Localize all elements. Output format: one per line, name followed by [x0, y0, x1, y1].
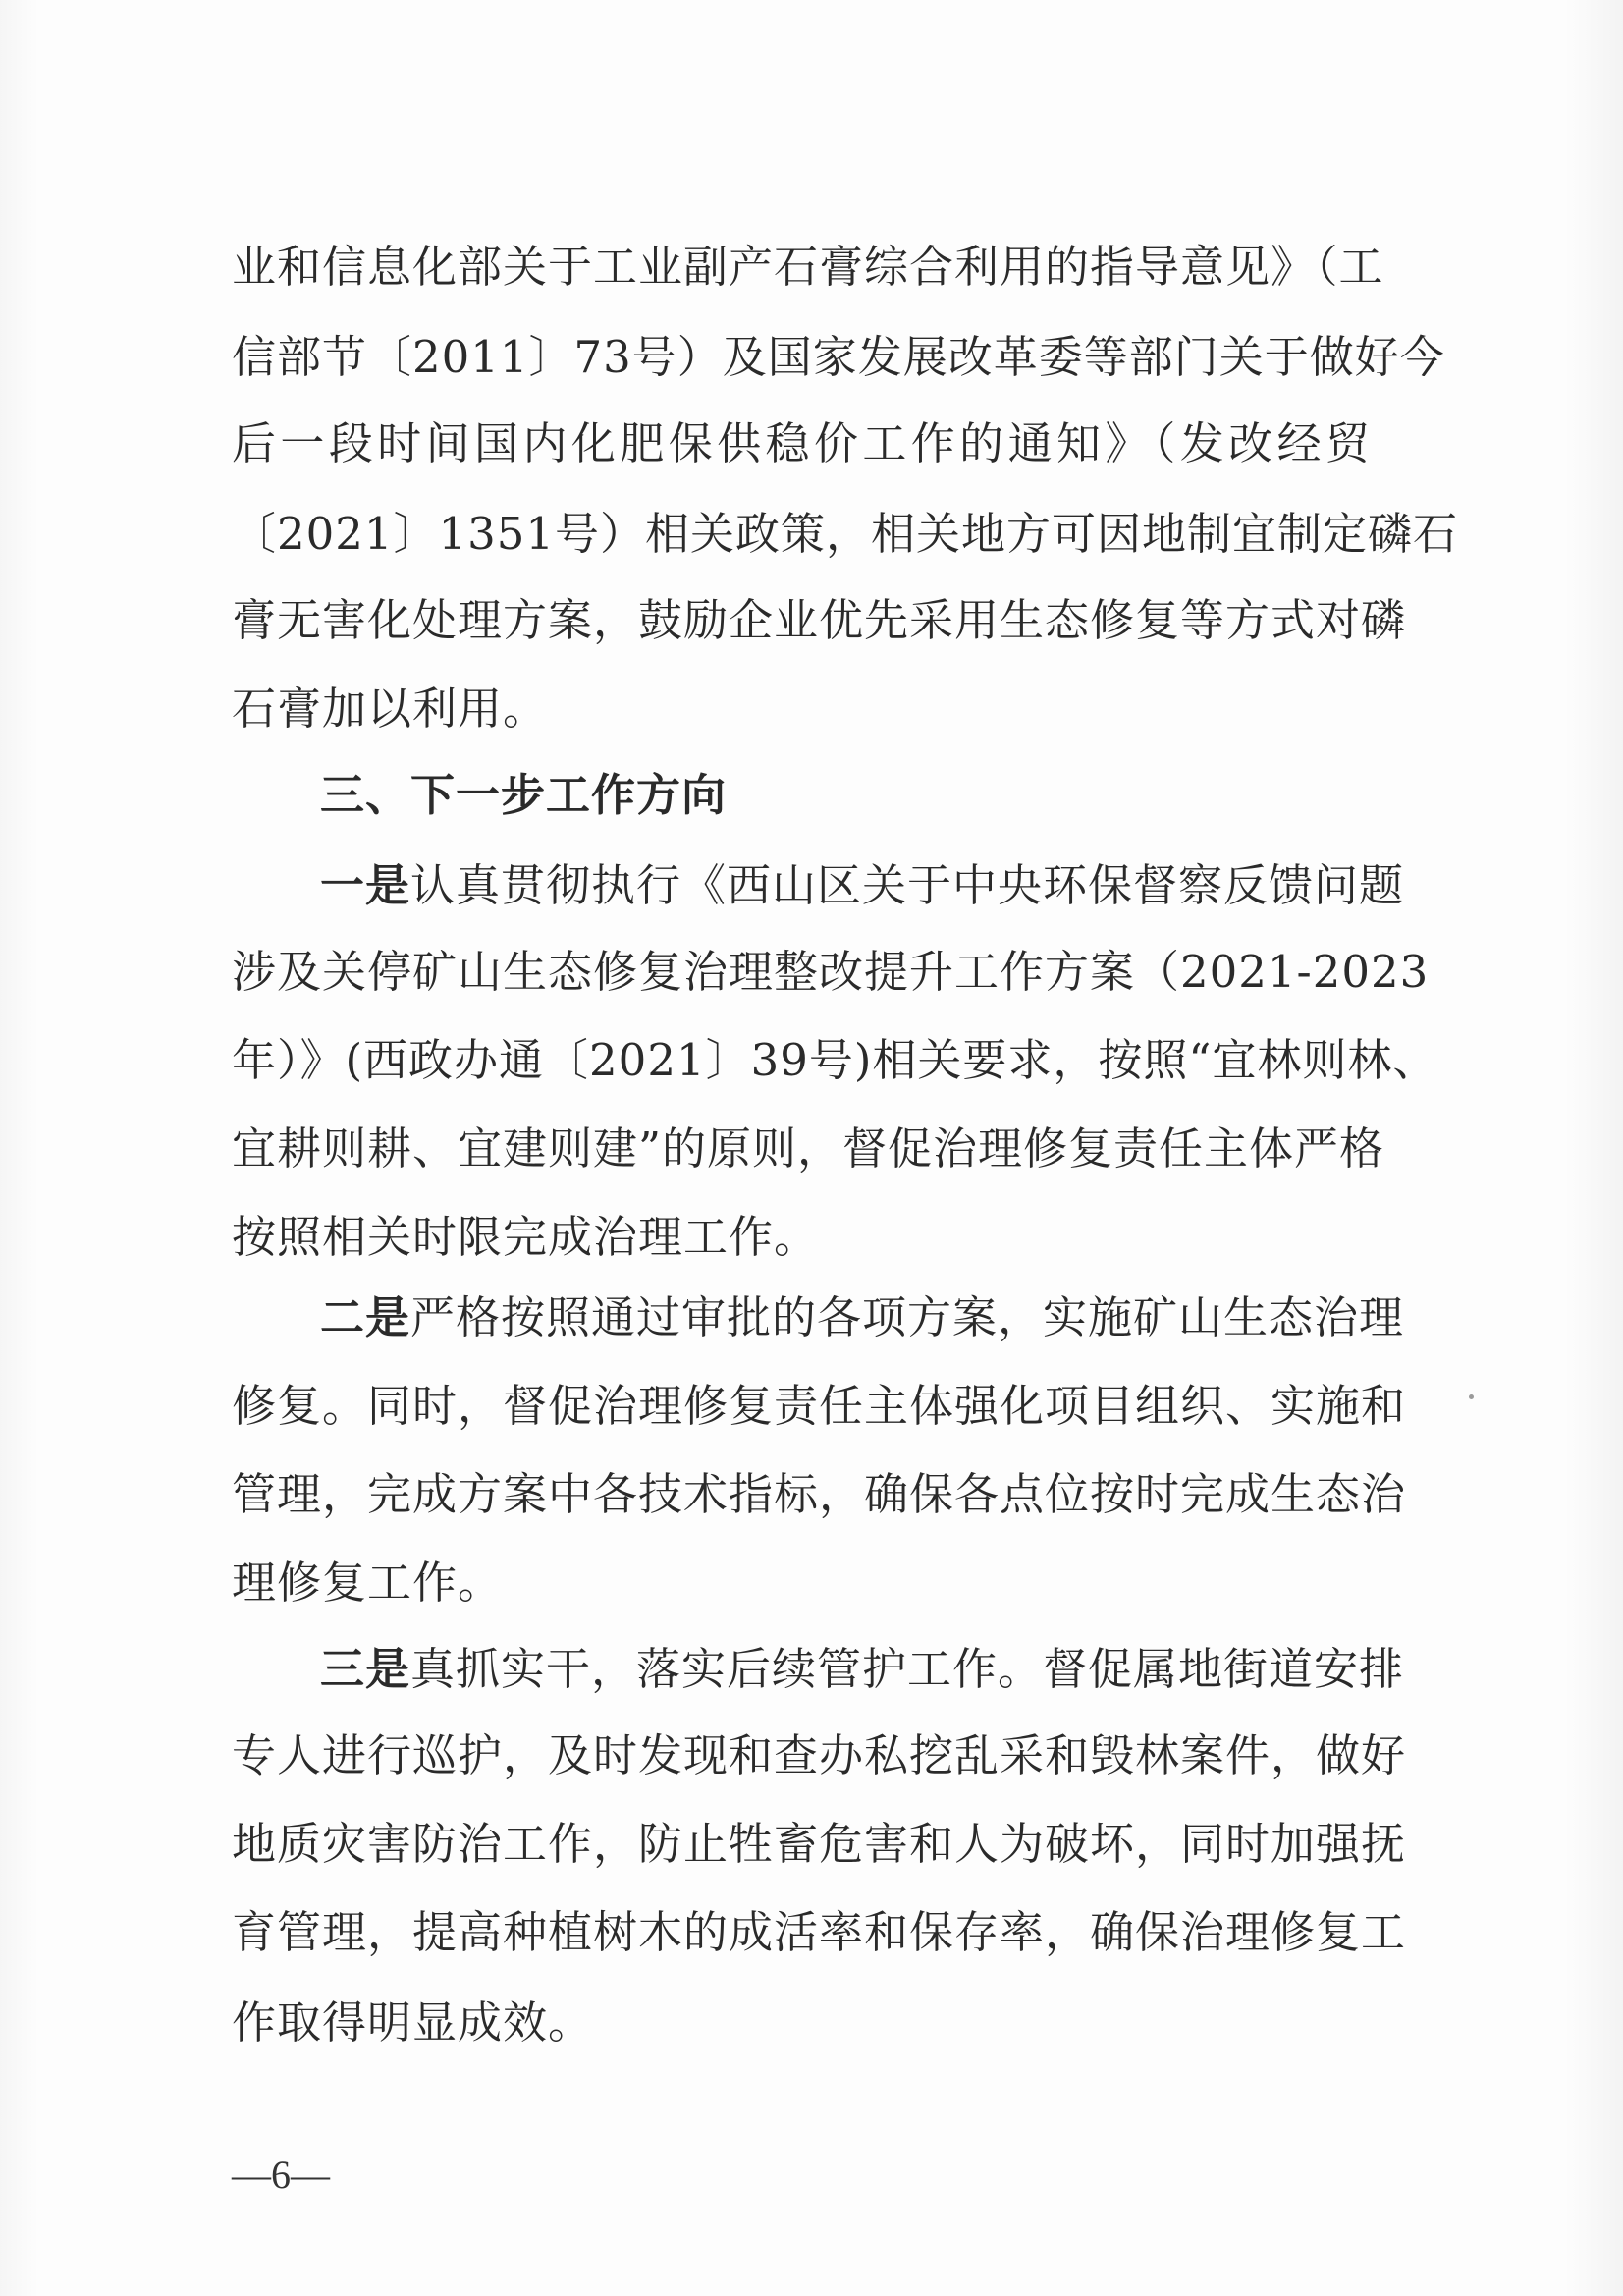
section-heading: 三、下一步工作方向: [320, 769, 728, 821]
page-number: —6—: [232, 2153, 330, 2197]
paragraph-line: 膏无害化处理方案，鼓励企业优先采用生态修复等方式对磷: [232, 594, 1407, 646]
paragraph-line: 管理，完成方案中各技术指标，确保各点位按时完成生态治: [232, 1468, 1407, 1520]
item-text: 认真贯彻执行《西山区关于中央环保督察反馈问题: [410, 859, 1405, 911]
paragraph-line: 理修复工作。: [232, 1557, 504, 1609]
paragraph-line: 业和信息化部关于工业副产石膏综合利用的指导意见》（工: [232, 241, 1384, 293]
paragraph-line: 地质灾害防治工作，防止牲畜危害和人为破坏，同时加强抚: [232, 1818, 1407, 1870]
paragraph-line: 涉及关停矿山生态修复治理整改提升工作方案（2021-2023: [232, 946, 1430, 998]
paragraph-line: 按照相关时限完成治理工作。: [232, 1211, 820, 1263]
paragraph-line: 石膏加以利用。: [232, 683, 549, 735]
item-lead: 二是: [320, 1291, 411, 1343]
paragraph-line: 修复。同时，督促治理修复责任主体强化项目组织、实施和: [232, 1380, 1407, 1432]
item-text: 真抓实干，落实后续管护工作。督促属地街道安排: [410, 1643, 1405, 1695]
paragraph-line: 信部节〔2011〕73号）及国家发展改革委等部门关于做好今: [232, 331, 1445, 383]
paragraph-line: 年）》(西政办通〔2021〕39号)相关要求，按照“宜林则林、: [232, 1034, 1438, 1086]
paragraph-line: 〔2021〕1351号）相关政策，相关地方可因地制宜制定磷石: [232, 508, 1459, 560]
paragraph-line: [320, 847, 1405, 925]
paragraph-line: 宜耕则耕、宜建则建”的原则，督促治理修复责任主体严格: [232, 1122, 1385, 1175]
paragraph-line: 育管理，提高种植树木的成活率和保存率，确保治理修复工: [232, 1906, 1407, 1958]
paragraph-line: 专人进行巡护，及时发现和查办私挖乱采和毁林案件，做好: [232, 1729, 1407, 1781]
paragraph-line: 后一段时间国内化肥保供稳价工作的通知》（发改经贸: [232, 417, 1371, 469]
paragraph-line: [320, 1630, 1405, 1709]
scan-speck: [1469, 1394, 1474, 1399]
paragraph-line: [320, 1279, 1405, 1357]
item-lead: 三是: [320, 1643, 411, 1695]
paragraph-line: 作取得明显成效。: [232, 1996, 594, 2049]
item-text: 严格按照通过审批的各项方案，实施矿山生态治理: [410, 1291, 1405, 1343]
item-lead: 一是: [320, 859, 411, 911]
